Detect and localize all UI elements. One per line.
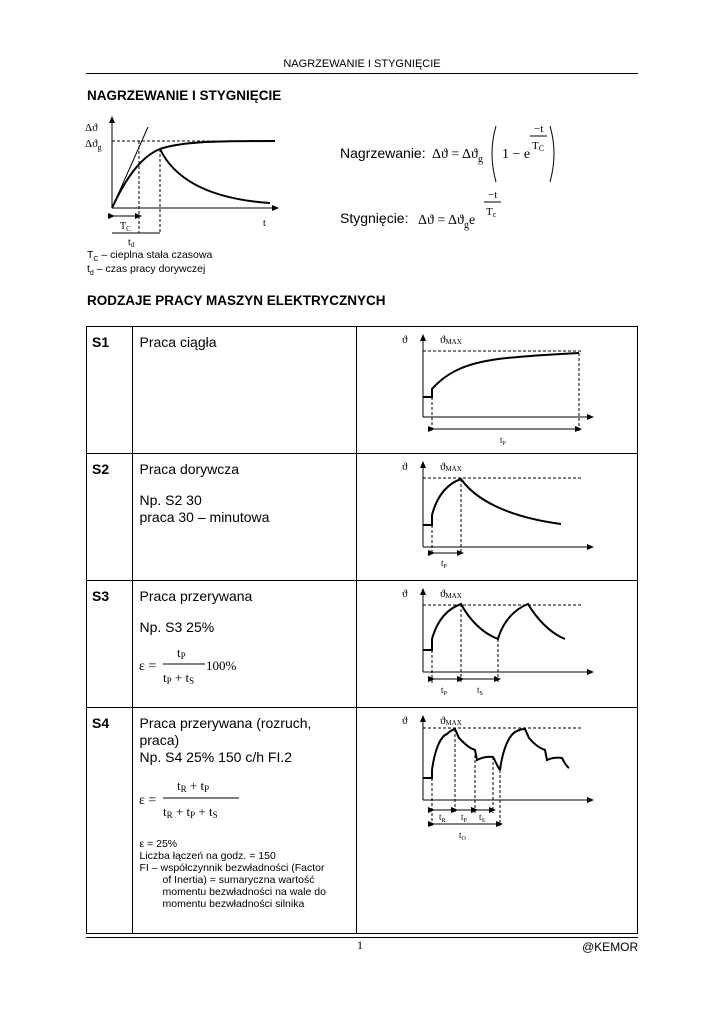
svg-text:ϑ: ϑ [401, 461, 408, 473]
mode-desc: Praca dorywcza Np. S2 30 praca 30 – minutowa [133, 454, 357, 581]
svg-text:tP: $t_P$ [440, 558, 447, 570]
mode-figure [356, 581, 637, 708]
svg-text:ϑMAX: ϑMAX [439, 461, 462, 473]
table-row [87, 327, 638, 454]
mode-figure [356, 708, 637, 934]
svg-text:ε =: ε = [139, 659, 157, 674]
svg-text:100%: 100% [206, 658, 237, 673]
mode-figure [356, 327, 637, 454]
mode-code: S3 [87, 581, 133, 708]
heating-formula [430, 118, 560, 188]
table-row [87, 708, 638, 934]
svg-text:tP: $t_P$ [440, 685, 447, 697]
svg-text:tR + tP + tS: tR + tP + tS [163, 804, 219, 820]
heating-cooling-graph [80, 115, 290, 250]
svg-text:ϑMAX: ϑMAX [439, 715, 462, 727]
svg-text:tS: $t_S$ [476, 685, 483, 697]
svg-text:ϑ: ϑ [401, 334, 408, 346]
td-label: $t_d$ [128, 237, 135, 249]
section-title-heating: NAGRZEWANIE I STYGNIĘCIE [87, 88, 282, 103]
svg-text:tP + tS: tP + tS [163, 670, 195, 686]
svg-text:ϑMAX: ϑMAX [439, 334, 462, 346]
svg-text:tR + tP: tR + tP [177, 778, 210, 794]
mode-figure [356, 454, 637, 581]
s3-graph [357, 581, 637, 700]
footer-brand: @KEMOR [582, 940, 639, 954]
svg-text:ε =: ε = [139, 793, 157, 808]
mode-desc: Praca ciągła [133, 327, 357, 454]
svg-text:tP: tP [177, 645, 187, 661]
s4-graph [357, 708, 637, 848]
mode-code: S4 [87, 708, 133, 934]
running-header: NAGRZEWANIE I STYGNIĘCIE [283, 58, 441, 70]
mode-desc: Praca przerywana (rozruch, praca) Np. S4 25% 150 c/h FI.2 ε = tR + tP tR + tP + tS ε = 25% Liczba łączeń na godz. = 150 FI – współczynnik bezwładności (Factor of Inertia) = sumaryczna wartość momentu bezwładności na wale do momentu bezwładności silnika [133, 708, 357, 934]
mode-code: S1 [87, 327, 133, 454]
svg-text:tO: $t_O$ [458, 830, 466, 842]
s4-note: ε = 25% [139, 838, 178, 850]
s4-note: momentu bezwładności na wale do [162, 886, 326, 898]
svg-text:tP: $t_P$ [460, 812, 467, 824]
s3-formula [139, 644, 299, 690]
section-title-modes: RODZAJE PRACY MASZYN ELEKTRYCZNYCH [87, 293, 386, 308]
t-axis-label: t [263, 218, 266, 229]
svg-text:TC: TC [532, 140, 545, 153]
svg-text:Δϑ = Δϑge: $\Delta ϑ = \Delta ϑ_ge$ [418, 213, 476, 231]
svg-text:1 − e: 1 − e [502, 147, 531, 162]
header-rule [86, 73, 638, 74]
svg-text:ϑ: ϑ [401, 715, 408, 727]
heating-label: Nagrzewanie: [340, 145, 426, 161]
page-number: 1 [357, 938, 363, 952]
s4-note: momentu bezwładności silnika [162, 898, 305, 910]
y-g-label: $\Delta ϑ_g$ [85, 138, 102, 152]
table-row [87, 454, 638, 581]
svg-text:−t: −t [534, 123, 544, 135]
note-tc: $T_C$ – cieplna stała czasowa [87, 249, 213, 264]
svg-text:tS: $t_S$ [478, 812, 485, 824]
duty-modes-table [86, 326, 638, 934]
svg-text:Δϑ = Δϑg: $\Delta ϑ = \Delta ϑ_g$ [432, 147, 483, 165]
cooling-label: Stygnięcie: [340, 210, 409, 226]
svg-text:Tc: Tc [486, 206, 497, 219]
svg-text:ϑMAX: ϑMAX [439, 588, 462, 600]
s4-note: Liczba łączeń na godz. = 150 [139, 850, 276, 862]
cooling-formula [418, 188, 518, 233]
mode-code: S2 [87, 454, 133, 581]
note-td: $t_d$ – czas pracy dorywczej [87, 263, 206, 278]
table-row [87, 581, 638, 708]
y-axis-label: Δϑ [85, 122, 98, 134]
s4-formula [139, 776, 319, 826]
s4-note: of Inertia) = sumaryczna wartość [162, 874, 315, 886]
s1-graph [357, 327, 637, 446]
svg-text:tP: $t_P$ [499, 435, 506, 446]
svg-text:ϑ: ϑ [401, 588, 408, 600]
s4-note: FI – współczynnik bezwładności (Factor [139, 862, 325, 874]
mode-desc: Praca przerywana Np. S3 25% ε = tP tP + tS 100% [133, 581, 357, 708]
svg-text:tR: $t_R$ [438, 812, 446, 824]
svg-text:−t: −t [488, 189, 498, 201]
tc-label: $T_C$ [120, 221, 131, 233]
s2-graph [357, 454, 637, 573]
